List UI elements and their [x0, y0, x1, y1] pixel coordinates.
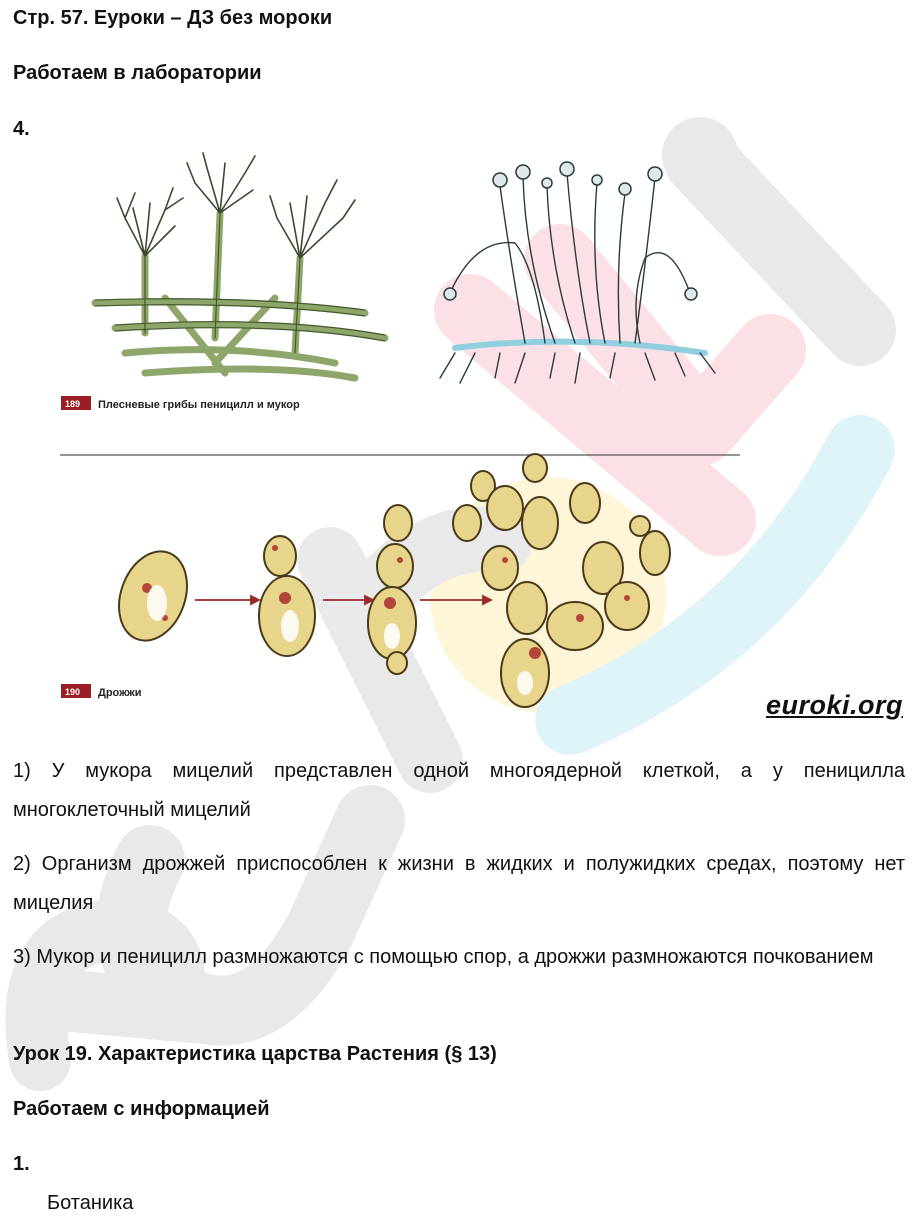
section-heading-lab: Работаем в лаборатории: [13, 62, 262, 84]
figure-190-number: 190: [65, 687, 81, 697]
task-number-1: 1.: [13, 1153, 30, 1175]
answer-2: 2) Организм дрожжей приспособлен к жизни в жидких и полужидких средах, поэтому нет мицелия: [13, 853, 905, 914]
figure-189-caption: Плесневые грибы пеницилл и мукор: [98, 399, 300, 411]
textbook-figure: [55, 148, 755, 718]
task-number-4: 4.: [13, 118, 30, 140]
lesson-title: Урок 19. Характеристика царства Растения (§ 13): [13, 1043, 497, 1065]
page-title: Стр. 57. Еуроки – ДЗ без мороки: [13, 7, 333, 29]
answer-item-botany: Ботаника: [47, 1192, 134, 1214]
yeast-illustration: [107, 454, 670, 707]
section-heading-info: Работаем с информацией: [13, 1098, 270, 1120]
site-link[interactable]: euroki.org: [765, 690, 903, 720]
answer-1: 1) У мукора мицелий представлен одной многоядерной клеткой, а у пеницилла многоклеточный мицелий: [13, 760, 905, 821]
figure-190-caption: Дрожжи: [98, 687, 142, 699]
figure-189-number: 189: [65, 399, 81, 409]
penicillium-illustration: [95, 153, 385, 378]
answer-3: 3) Мукор и пеницилл размножаются с помощью спор, а дрожжи размножаются почкованием: [13, 946, 874, 968]
mucor-illustration: [440, 162, 715, 383]
